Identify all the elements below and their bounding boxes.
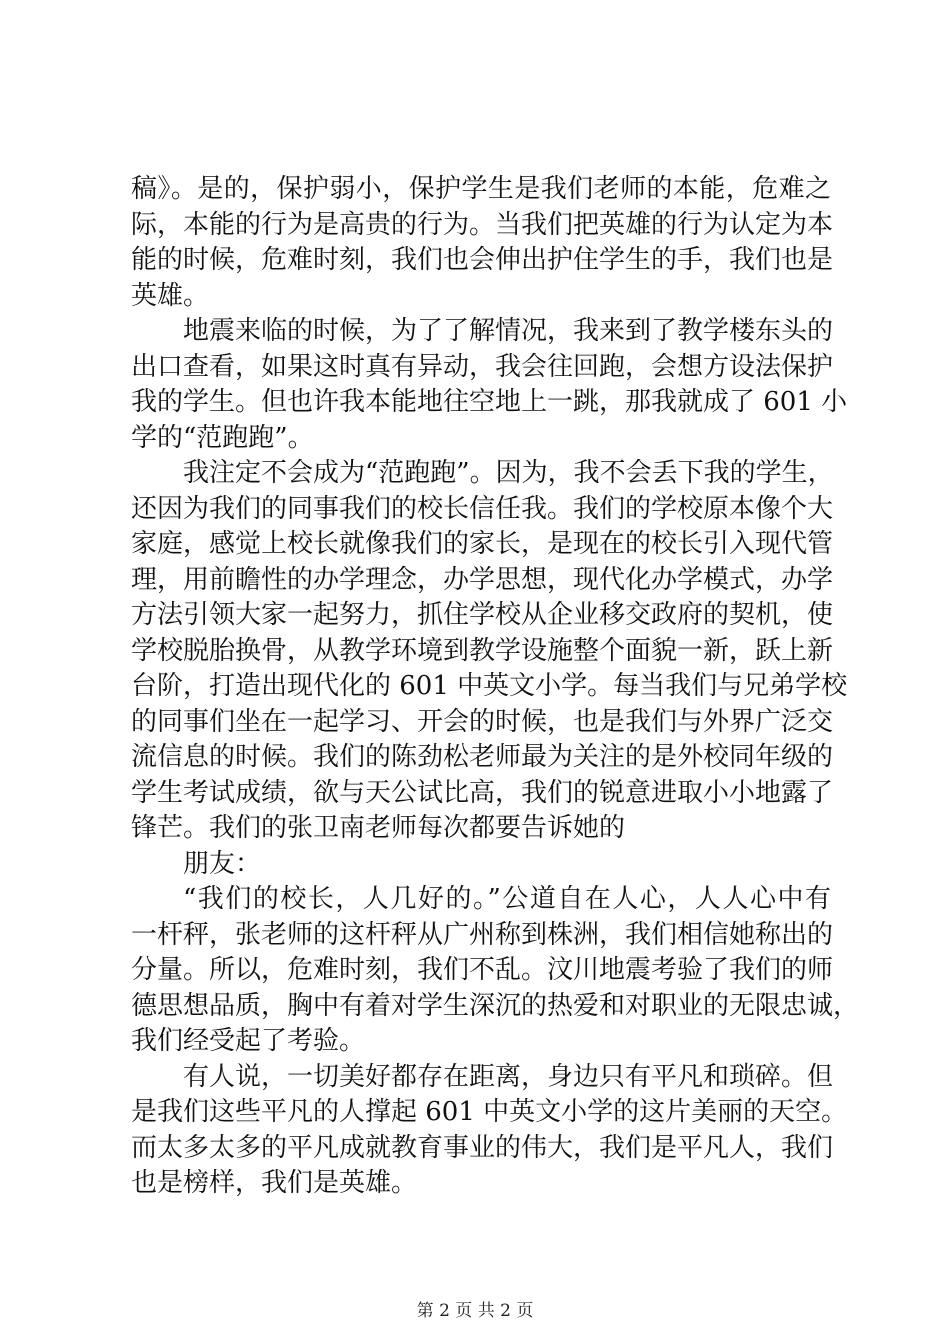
page-number-footer: 第 2 页 共 2 页 <box>416 1301 534 1321</box>
text-line: 一杆秤，张老师的这杆秤从广州称到株洲，我们相信她称出的 <box>131 919 834 950</box>
paragraph <box>131 847 831 883</box>
text-line: 而太多太多的平凡成就教育事业的伟大，我们是平凡人，我们 <box>131 1132 834 1163</box>
text-line: 还因为我们的同事我们的校长信任我。我们的学校原本像个大 <box>131 493 834 524</box>
text-line: 能的时候，危难时刻，我们也会伸出护住学生的手，我们也是 <box>131 245 834 275</box>
text-line: 朋友： <box>183 848 262 879</box>
text-line: 际，本能的行为是高贵的行为。当我们把英雄的行为认定为本 <box>131 209 834 240</box>
text-line: 方法引领大家一起努力，抓住学校从企业移交政府的契机，使 <box>131 600 834 630</box>
text-line: 家庭，感觉上校长就像我们的家长，是现在的校长引入现代管 <box>131 529 834 559</box>
text-line: 有人说，一切美好都存在距离，身边只有平凡和琐碎。但 <box>183 1061 834 1092</box>
document-body <box>131 172 860 1202</box>
text-line: 地震来临的时候，为了了解情况，我来到了教学楼东头的 <box>183 316 834 346</box>
text-line: 我的学生。但也许我本能地往空地上一跳，那我就成了 601 小 <box>131 387 848 417</box>
text-line: 我注定不会成为“范跑跑”。因为，我不会丢下我的学生， <box>183 458 834 488</box>
text-line: 学的“范跑跑”。 <box>131 422 314 453</box>
paragraph <box>131 1060 848 1202</box>
text-line: 是我们这些平凡的人撑起 601 中英文小学的这片美丽的天空。 <box>131 1097 848 1127</box>
text-line: 台阶，打造出现代化的 601 中英文小学。每当我们与兄弟学校 <box>131 671 848 701</box>
paragraph <box>131 172 834 314</box>
paragraph <box>131 456 848 847</box>
text-line: 出口查看，如果这时真有异动，我会往回跑，会想方设法保护 <box>131 351 834 382</box>
paragraph <box>131 314 848 456</box>
text-line: 分量。所以，危难时刻，我们不乱。汶川地震考验了我们的师 <box>131 955 834 985</box>
paragraph <box>131 882 860 1060</box>
text-line: 学校脱胎换骨，从教学环境到教学设施整个面貌一新，跃上新 <box>131 635 834 666</box>
text-line: 流信息的时候。我们的陈劲松老师最为关注的是外校同年级的 <box>131 742 834 772</box>
text-line: 我们经受起了考验。 <box>131 1026 366 1056</box>
text-line: 的同事们坐在一起学习、开会的时候，也是我们与外界广泛交 <box>131 706 834 737</box>
text-line: “我们的校长，人几好的。”公道自在人心，人人心中有 <box>183 884 831 914</box>
text-line: 理，用前瞻性的办学理念，办学思想，现代化办学模式，办学 <box>131 564 834 595</box>
text-line: 稿》。是的，保护弱小，保护学生是我们老师的本能，危难之 <box>131 174 831 204</box>
text-line: 锋芒。我们的张卫南老师每次都要告诉她的 <box>131 813 626 843</box>
text-line: 也是榜样，我们是英雄。 <box>131 1168 418 1198</box>
text-line: 学生考试成绩，欲与天公试比高，我们的锐意进取小小地露了 <box>131 777 834 808</box>
text-line: 英雄。 <box>131 280 210 311</box>
text-line: 德思想品质，胸中有着对学生深沉的热爱和对职业的无限忠诚， <box>131 990 860 1021</box>
